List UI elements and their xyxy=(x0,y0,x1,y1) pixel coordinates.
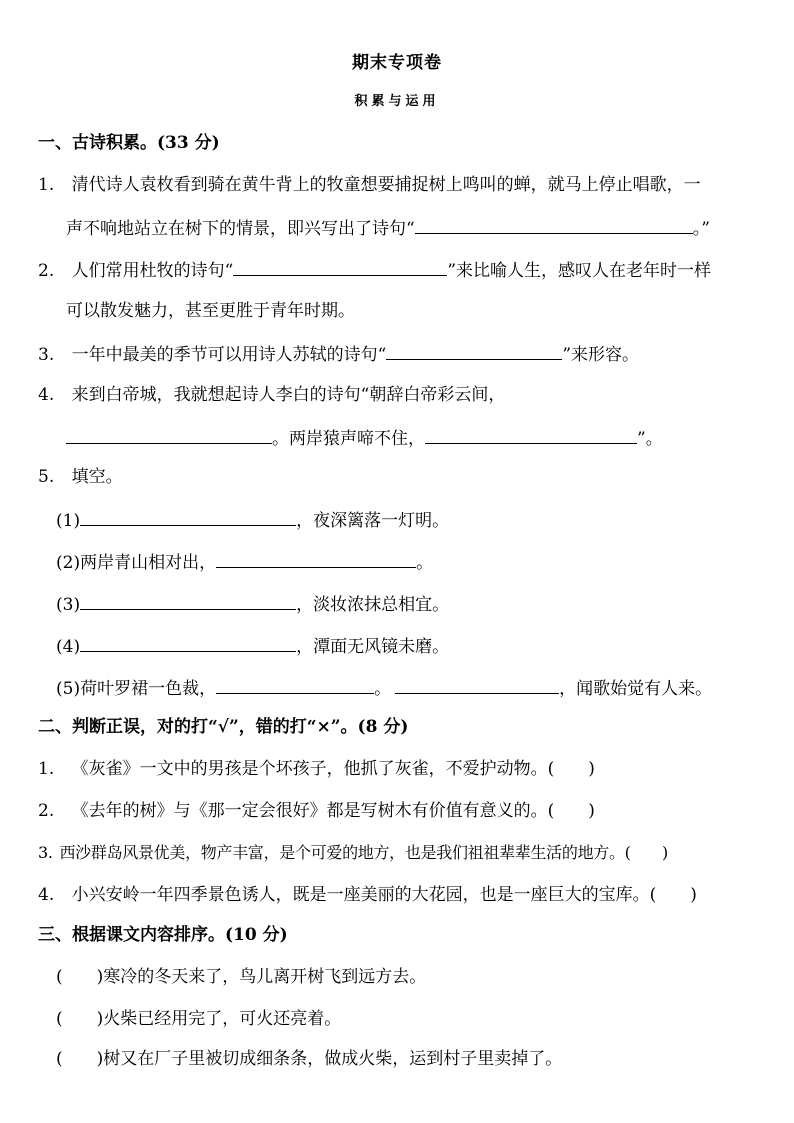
judge-item-3 xyxy=(38,842,668,864)
answer-blank[interactable] xyxy=(216,550,416,568)
judge-item-4 xyxy=(38,884,697,906)
answer-blank[interactable] xyxy=(80,592,296,610)
fill-item-text: 荷叶罗裙一色裁， xyxy=(80,679,217,699)
fill-item-text: ，闻歌始觉有人来。 xyxy=(559,679,713,699)
question-number: 5. xyxy=(38,467,55,487)
answer-blank[interactable] xyxy=(80,508,296,526)
question-text: 人们常用杜牧的诗句“ xyxy=(71,261,234,281)
page-subtitle: 积累与运用 xyxy=(354,94,440,109)
order-item-2 xyxy=(56,1008,341,1030)
question-number: 4. xyxy=(38,885,55,905)
order-item-1 xyxy=(56,966,426,988)
question-text: 《去年的树》与《那一定会很好》都是写树木有价值有意义的。( ) xyxy=(71,801,595,821)
question-text: 。两岸猿声啼不住， xyxy=(272,429,425,449)
question-text: 清代诗人袁枚看到骑在黄牛背上的牧童想要捕捉树上鸣叫的蝉，就马上停止唱歌，一 xyxy=(71,175,701,195)
order-text: 树又在厂子里被切成细条条，做成火柴，运到村子里卖掉了。 xyxy=(103,1049,563,1069)
question-1-line-1 xyxy=(38,174,701,196)
fill-item-1 xyxy=(56,508,449,532)
answer-blank[interactable] xyxy=(80,634,296,652)
question-text: ”来形容。 xyxy=(562,345,640,365)
fill-item-text: 。 xyxy=(374,679,392,699)
fill-item-number: (4) xyxy=(56,637,81,657)
order-item-3 xyxy=(56,1048,562,1070)
question-number: 4. xyxy=(38,385,55,405)
section-1-heading: 一、古诗积累。(33 分) xyxy=(38,133,220,153)
answer-blank[interactable] xyxy=(386,342,562,360)
page-title: 期末专项卷 xyxy=(352,53,442,73)
answer-blank[interactable] xyxy=(415,216,693,234)
question-number: 2. xyxy=(38,801,55,821)
question-2-line-1 xyxy=(38,258,711,282)
answer-blank[interactable] xyxy=(425,426,637,444)
fill-item-number: (2) xyxy=(56,553,81,573)
answer-blank[interactable] xyxy=(216,676,374,694)
question-3 xyxy=(38,342,639,366)
judge-item-2 xyxy=(38,800,595,822)
order-bracket[interactable]: ( ) xyxy=(56,1049,104,1069)
question-number: 1. xyxy=(38,175,55,195)
judge-item-1 xyxy=(38,758,595,780)
fill-item-text: ，潭面无风镜未磨。 xyxy=(296,637,450,657)
fill-item-number: (1) xyxy=(56,511,81,531)
fill-item-text: ，夜深篱落一灯明。 xyxy=(296,511,450,531)
order-bracket[interactable]: ( ) xyxy=(56,1009,104,1029)
question-text: 西沙群岛风景优美，物产丰富，是个可爱的地方，也是我们祖祖辈辈生活的地方。( ) xyxy=(59,843,668,862)
fill-item-number: (3) xyxy=(56,595,81,615)
question-text: 来到白帝城，我就想起诗人李白的诗句“朝辞白帝彩云间， xyxy=(71,385,506,405)
order-bracket[interactable]: ( ) xyxy=(56,967,104,987)
fill-item-text: ，淡妆浓抹总相宜。 xyxy=(296,595,450,615)
question-text: 声不响地站立在树下的情景，即兴写出了诗句“ xyxy=(66,219,415,239)
fill-item-3 xyxy=(56,592,449,616)
question-number: 3. xyxy=(38,843,53,862)
answer-blank[interactable] xyxy=(66,426,272,444)
question-text: 《灰雀》一文中的男孩是个坏孩子，他抓了灰雀，不爱护动物。( ) xyxy=(71,759,595,779)
question-number: 2. xyxy=(38,261,55,281)
fill-item-text: 。 xyxy=(416,553,434,573)
question-number: 3. xyxy=(38,345,55,365)
answer-blank[interactable] xyxy=(395,676,559,694)
order-text: 寒冷的冬天来了，鸟儿离开树飞到远方去。 xyxy=(103,967,427,987)
question-text: 小兴安岭一年四季景色诱人，既是一座美丽的大花园，也是一座巨大的宝库。( ) xyxy=(71,885,697,905)
fill-item-text: 两岸青山相对出， xyxy=(80,553,217,573)
question-text: ”。 xyxy=(637,429,663,449)
section-3-heading: 三、根据课文内容排序。(10 分) xyxy=(38,925,288,945)
question-text: 。” xyxy=(692,219,710,239)
section-2-heading: 二、判断正误，对的打“√”，错的打“×”。(8 分) xyxy=(38,717,409,737)
question-text: 填空。 xyxy=(71,467,123,487)
fill-item-4 xyxy=(56,634,449,658)
question-4-line-1 xyxy=(38,384,505,406)
question-number: 1. xyxy=(38,759,55,779)
question-text: ”来比喻人生，感叹人在老年时一样 xyxy=(447,261,712,281)
order-text: 火柴已经用完了，可火还亮着。 xyxy=(103,1009,342,1029)
question-text: 一年中最美的季节可以用诗人苏轼的诗句“ xyxy=(71,345,387,365)
fill-item-number: (5) xyxy=(56,679,81,699)
question-4-line-2 xyxy=(66,426,663,450)
question-1-line-2 xyxy=(66,216,710,240)
fill-item-5 xyxy=(56,676,712,700)
answer-blank[interactable] xyxy=(233,258,447,276)
question-5 xyxy=(38,466,123,488)
question-2-line-2: 可以散发魅力，甚至更胜于青年时期。 xyxy=(66,301,355,321)
fill-item-2 xyxy=(56,550,433,574)
